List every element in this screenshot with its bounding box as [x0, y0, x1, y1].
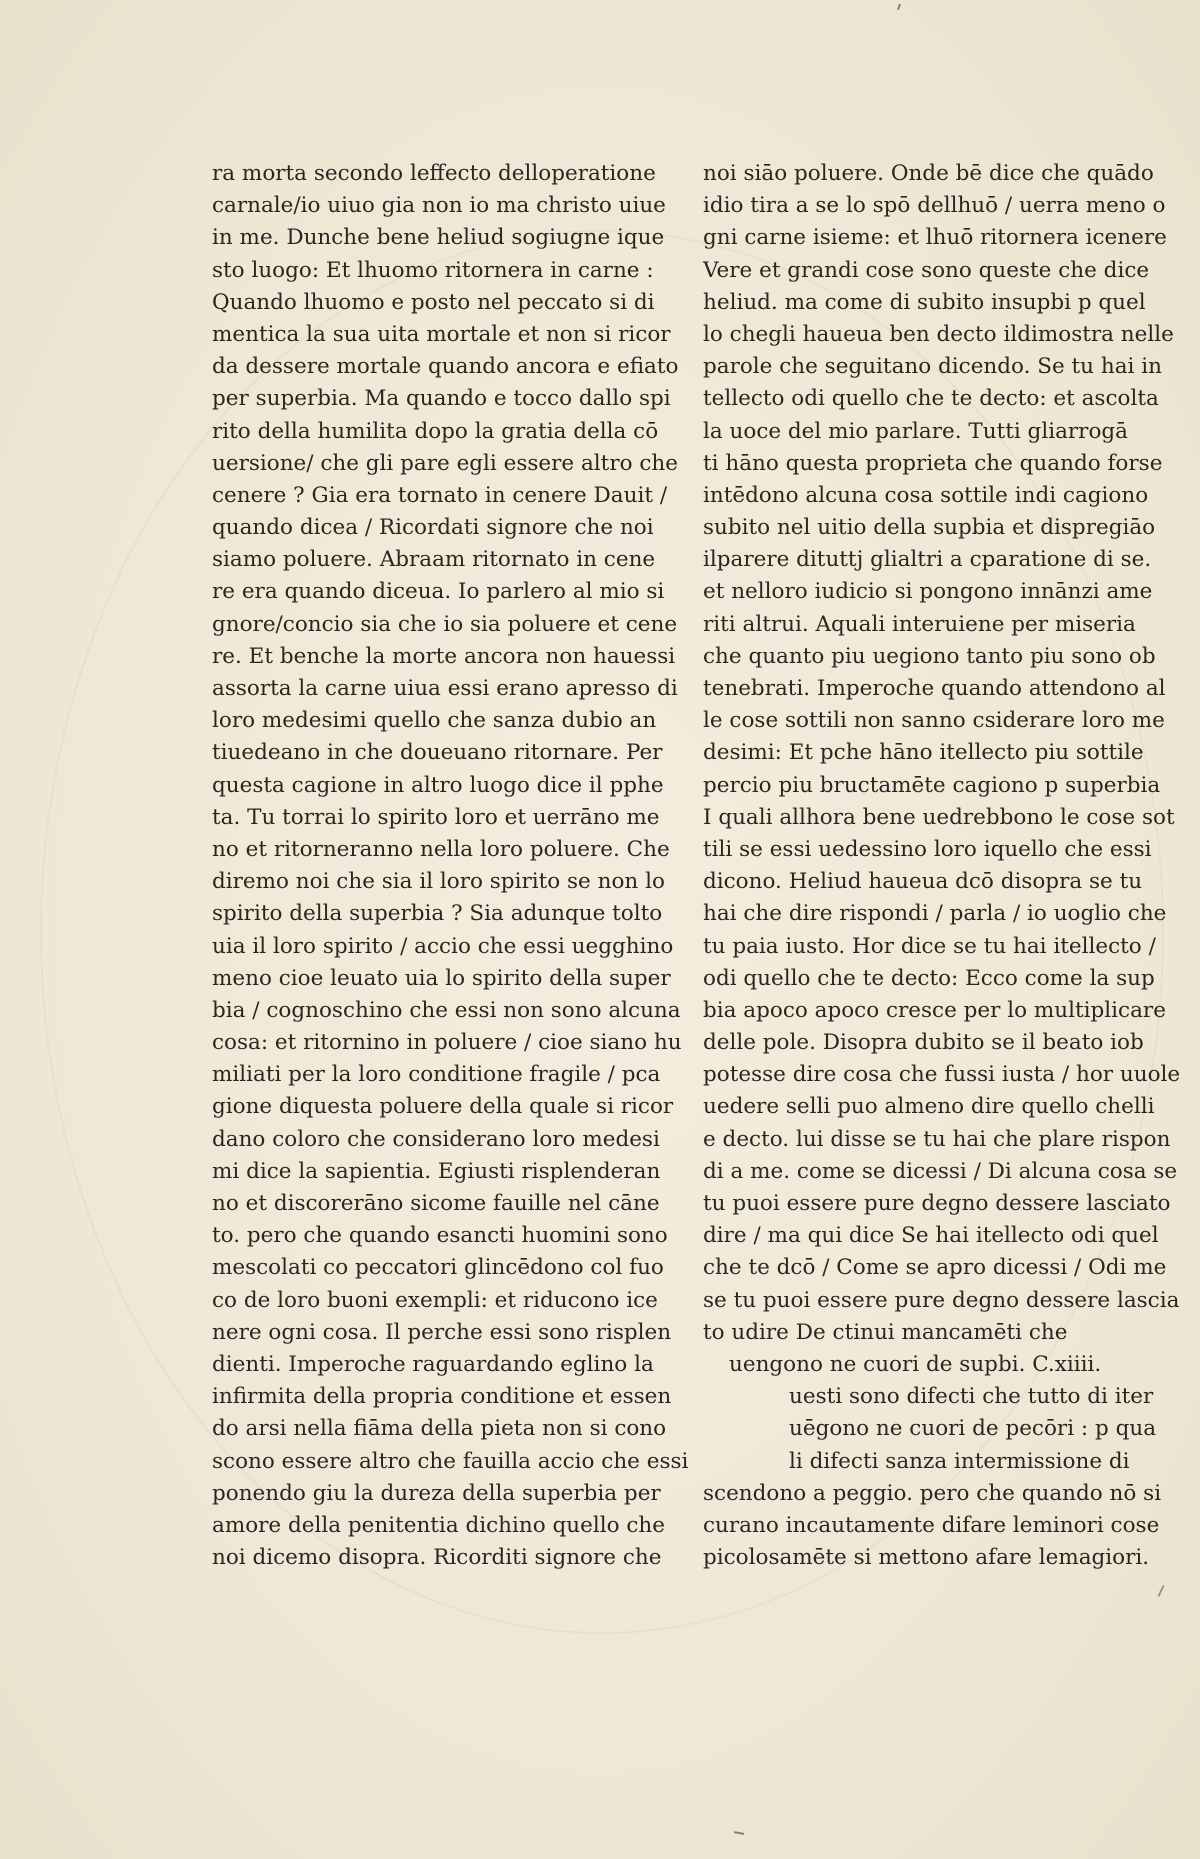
ink-mark [897, 4, 901, 10]
text-line: loro medesimi quello che sanza dubio an [212, 708, 657, 734]
text-line: parole che seguitano dicendo. Se tu hai in [703, 354, 1162, 380]
text-line: bia / cognoschino che essi non sono alcuna [212, 997, 681, 1023]
text-line: ra morta secondo leffecto delloperatione [212, 161, 656, 186]
chapter-heading-line: uengono ne cuori de supbi. C.xiiii. [729, 1351, 1102, 1377]
text-line: Vere et grandi cose sono queste che dice [703, 257, 1150, 283]
text-line: riti altrui. Aquali interuiene per miseria [703, 611, 1136, 637]
text-line: dienti. Imperoche raguardando eglino la [212, 1351, 654, 1377]
text-line: ti hāno questa proprieta che quando forse [703, 450, 1163, 476]
text-line: co de loro buoni exempli: et riducono ice [212, 1287, 658, 1313]
text-line: idio tira a se lo spō dellhuō / uerra meno o [703, 193, 1166, 219]
text-line: ponendo giu la dureza della superbia per [212, 1480, 661, 1506]
text-line: gni carne isieme: et lhuō ritornera icenere [703, 225, 1167, 251]
chapter-opening-line: uesti sono difecti che tutto di iter [789, 1384, 1154, 1410]
text-line: rito della humilita dopo la gratia della cō [212, 418, 659, 444]
text-line: to udire De ctinui mancamēti che [703, 1319, 1068, 1345]
text-line: uersione/ che gli pare egli essere altro che [212, 450, 678, 476]
text-line: dicono. Heliud haueua dcō disopra se tu [703, 869, 1143, 895]
text-line: diremo noi che sia il loro spirito se non lo [212, 869, 665, 895]
text-line: cenere ? Gia era tornato in cenere Dauit / [212, 482, 668, 508]
text-line: delle pole. Disopra dubito se il beato iob [703, 1030, 1144, 1056]
text-line: I quali allhora bene uedrebbono le cose sot [703, 804, 1175, 830]
text-line: mescolati co peccatori glincēdono col fuo [212, 1255, 664, 1281]
text-line: scono essere altro che fauilla accio che essi [212, 1448, 689, 1474]
text-line: tenebrati. Imperoche quando attendono al [703, 676, 1166, 701]
text-line: et nelloro iudicio si pongono innānzi ame [703, 579, 1153, 605]
text-line: meno cioe leuato uia lo spirito della super [212, 965, 671, 991]
text-line: per superbia. Ma quando e tocco dallo spi [212, 386, 671, 412]
chapter-opening-line: uēgono ne cuori de pecōri : p qua [789, 1416, 1157, 1442]
text-line: sto luogo: Et lhuomo ritornera in carne : [212, 257, 654, 283]
text-line: heliud. ma come di subito insupbi p quel [703, 289, 1146, 315]
text-line: dire / ma qui dice Se hai itellecto odi quel [703, 1223, 1159, 1249]
text-line: hai che dire rispondi / parla / io uoglio che [703, 901, 1167, 927]
text-line: mi dice la sapientia. Egiusti risplenderan [212, 1158, 661, 1184]
text-line: re era quando diceua. Io parlero al mio si [212, 579, 665, 605]
text-line: carnale/io uiuo gia non io ma christo uiue [212, 193, 666, 219]
text-line: questa cagione in altro luogo dice il pphe [212, 772, 664, 798]
text-line: miliati per la loro conditione fragile / pca [212, 1062, 661, 1088]
text-line: tu paia iusto. Hor dice se tu hai itellecto / [703, 933, 1156, 959]
text-line: to. pero che quando esancti huomini sono [212, 1223, 668, 1249]
text-line: potesse dire cosa che fussi iusta / hor uuole [703, 1062, 1181, 1088]
text-line: ilparere dituttj glialtri a cparatione di se. [703, 547, 1152, 573]
ink-mark [1158, 1585, 1165, 1597]
text-line: Quando lhuomo e posto nel peccato si di [212, 289, 655, 315]
text-line: quando dicea / Ricordati signore che noi [212, 515, 654, 541]
text-line: do arsi nella fiāma della pieta non si cono [212, 1416, 667, 1442]
text-line: bia apoco apoco cresce per lo multiplicare [703, 997, 1166, 1023]
text-line: re. Et benche la morte ancora non hauessi [212, 643, 676, 669]
text-line: ta. Tu torrai lo spirito loro et uerrāno me [212, 804, 660, 830]
text-line: nere ogni cosa. Il perche essi sono risplen [212, 1319, 672, 1345]
text-line: da dessere mortale quando ancora e efiato [212, 354, 679, 380]
text-line: cosa: et ritornino in poluere / cioe siano hu [212, 1030, 682, 1056]
text-line: tu puoi essere pure degno dessere lasciato [703, 1191, 1171, 1216]
text-line: spirito della superbia ? Sia adunque tolto [212, 901, 663, 927]
text-line: no et discorerāno sicome fauille nel cāne [212, 1191, 660, 1216]
text-line: curano incautamente difare leminori cose [703, 1512, 1160, 1538]
text-line: no et ritorneranno nella loro poluere. Che [212, 836, 670, 862]
text-line: noi siāo poluere. Onde bē dice che quādo [703, 161, 1154, 186]
text-line: che te dcō / Come se apro dicessi / Odi me [703, 1255, 1167, 1281]
text-line: e decto. lui disse se tu hai che plare rispon [703, 1126, 1171, 1152]
text-line: subito nel uitio della supbia et dispregiāo [703, 515, 1156, 541]
text-line: noi dicemo disopra. Ricorditi signore che [212, 1545, 662, 1571]
text-line: odi quello che te decto: Ecco come la sup [703, 965, 1155, 991]
left-text-column [212, 158, 688, 1574]
text-line: intēdono alcuna cosa sottile indi cagiono [703, 482, 1149, 508]
text-line: in me. Dunche bene heliud sogiugne ique [212, 225, 665, 251]
text-line: amore della penitentia dichino quello che [212, 1512, 665, 1538]
text-line: che quanto piu uegiono tanto piu sono ob [703, 643, 1156, 669]
text-line: di a me. come se dicessi / Di alcuna cosa se [703, 1158, 1178, 1184]
text-line: assorta la carne uiua essi erano apresso di [212, 676, 678, 701]
text-line: se tu puoi essere pure degno dessere lascia [703, 1287, 1180, 1313]
text-line: picolosamēte si mettono afare lemagiori. [703, 1545, 1150, 1571]
text-line: le cose sottili non sanno csiderare loro me [703, 708, 1165, 734]
text-line: infirmita della propria conditione et essen [212, 1384, 672, 1410]
text-line: mentica la sua uita mortale et non si ricor [212, 321, 671, 347]
text-line: dano coloro che considerano loro medesi [212, 1126, 660, 1152]
ink-mark [734, 1831, 744, 1835]
text-line: percio piu bructamēte cagiono p superbia [703, 772, 1161, 798]
text-line: uedere selli puo almeno dire quello chelli [703, 1094, 1155, 1120]
text-line: la uoce del mio parlare. Tutti gliarrogā [703, 418, 1128, 444]
text-line: uia il loro spirito / accio che essi uegghino [212, 933, 674, 959]
text-line: scendono a peggio. pero che quando nō si [703, 1480, 1162, 1506]
text-line: lo chegli haueua ben decto ildimostra nelle [703, 321, 1174, 347]
right-text-column [703, 158, 1180, 1574]
text-line: siamo poluere. Abraam ritornato in cene [212, 547, 656, 573]
text-line: tellecto odi quello che te decto: et ascolta [703, 386, 1159, 412]
text-line: tili se essi uedessino loro iquello che essi [703, 836, 1152, 862]
text-line: tiuedeano in che doueuano ritornare. Per [212, 740, 663, 766]
chapter-opening-line: li difecti sanza intermissione di [789, 1448, 1130, 1474]
text-line: gnore/concio sia che io sia poluere et cene [212, 611, 678, 637]
text-line: desimi: Et pche hāno itellecto piu sottile [703, 740, 1144, 766]
text-line: gione diquesta poluere della quale si ricor [212, 1094, 674, 1120]
